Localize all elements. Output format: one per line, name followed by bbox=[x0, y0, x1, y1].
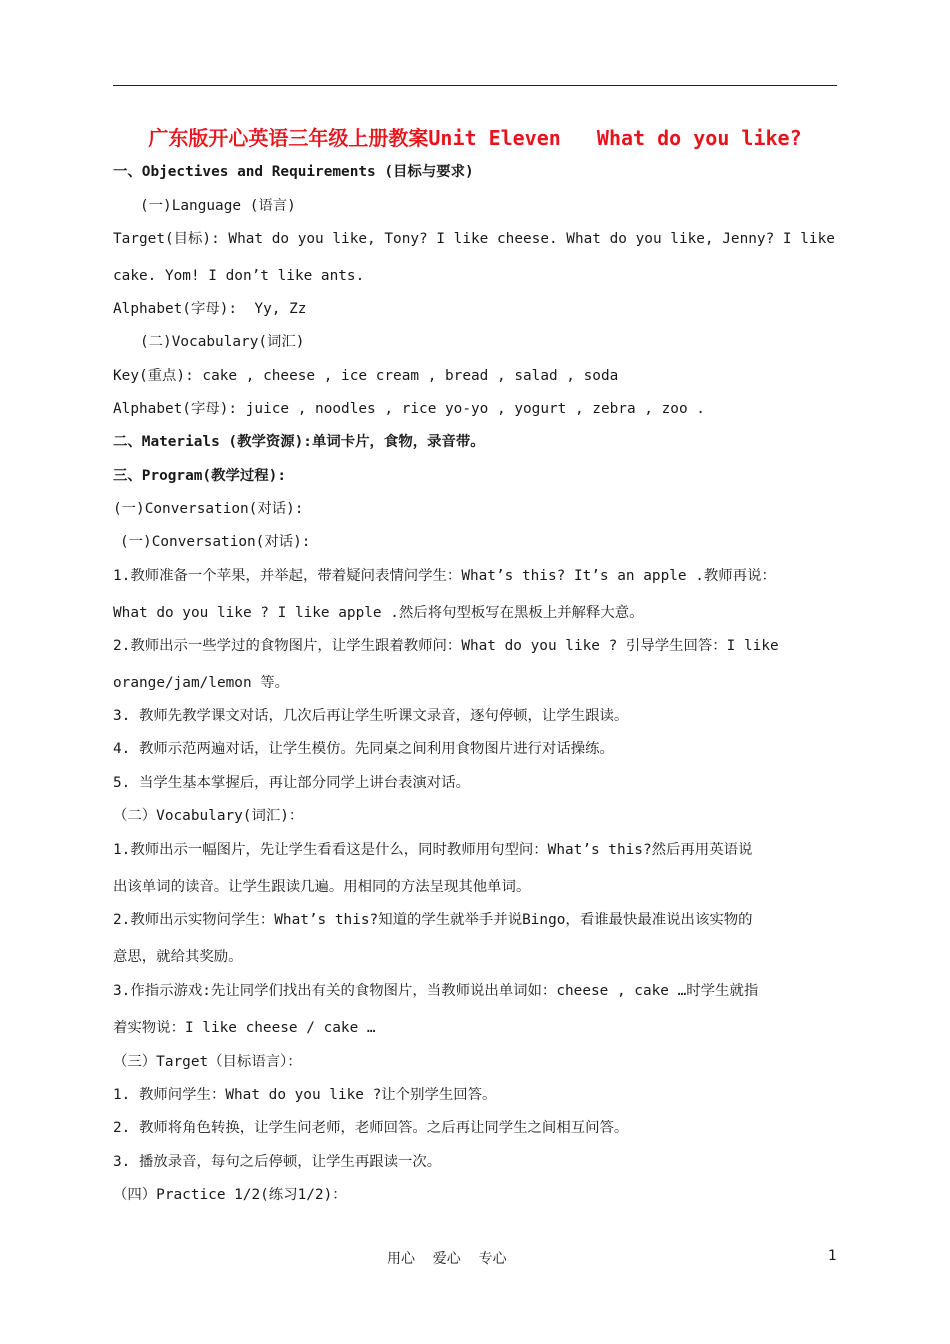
paragraph-line: 着实物说：I like cheese / cake … bbox=[113, 1020, 376, 1036]
paragraph-line: 3.作指示游戏:先让同学们找出有关的食物图片，当教师说出单词如：cheese , cake …时学生就指 bbox=[113, 983, 759, 999]
subsection-vocabulary-2: （二）Vocabulary(词汇)： bbox=[113, 808, 304, 824]
header-rule bbox=[113, 85, 837, 86]
paragraph-line: 4. 教师示范两遍对话，让学生模仿。先同桌之间利用食物图片进行对话操练。 bbox=[113, 741, 614, 757]
paragraph-line: cake. Yom! I don’t like ants. bbox=[113, 268, 365, 284]
section-heading-materials: 二、Materials (教学资源):单词卡片，食物，录音带。 bbox=[113, 434, 485, 450]
paragraph-line: 2.教师出示实物问学生：What’s this?知道的学生就举手并说Bingo，看谁最快最准说出该实物的 bbox=[113, 912, 753, 928]
subsection-practice: （四）Practice 1/2(练习1/2)： bbox=[113, 1187, 347, 1203]
subsection-target: （三）Target（目标语言）： bbox=[113, 1054, 302, 1070]
paragraph-line: Alphabet(字母): Yy, Zz bbox=[113, 301, 307, 317]
paragraph-line: 3. 教师先教学课文对话，几次后再让学生听课文录音，逐句停顿，让学生跟读。 bbox=[113, 708, 629, 724]
paragraph-line: What do you like ? I like apple .然后将句型板写在黑板上并解释大意。 bbox=[113, 605, 644, 621]
subsection-language: (一)Language (语言) bbox=[140, 198, 296, 214]
paragraph-line: Target(目标): What do you like, Tony? I like cheese. What do you like, Jenny? I like bbox=[113, 231, 835, 247]
paragraph-line: 意思，就给其奖励。 bbox=[113, 949, 243, 965]
subsection-conversation: (一)Conversation(对话): bbox=[120, 534, 311, 550]
section-heading-objectives: 一、Objectives and Requirements (目标与要求) bbox=[113, 164, 474, 180]
paragraph-line: 1.教师出示一幅图片，先让学生看看这是什么，同时教师用句型问：What’s this?然后再用英语说 bbox=[113, 842, 753, 858]
section-heading-program: 三、Program(教学过程): bbox=[113, 468, 286, 484]
paragraph-line: 2. 教师将角色转换，让学生问老师，老师回答。之后再让同学生之间相互问答。 bbox=[113, 1120, 629, 1136]
footer-motto: 用心 爱心 专心 bbox=[387, 1251, 507, 1267]
paragraph-line: 2.教师出示一些学过的食物图片，让学生跟着教师问：What do you like ? 引导学生回答：I like bbox=[113, 638, 779, 654]
paragraph-line: Key(重点): cake , cheese , ice cream , bread , salad , soda bbox=[113, 368, 619, 384]
subsection-vocabulary: (二)Vocabulary(词汇) bbox=[140, 334, 305, 350]
paragraph-line: 5. 当学生基本掌握后，再让部分同学上讲台表演对话。 bbox=[113, 775, 470, 791]
paragraph-line: Alphabet(字母): juice , noodles , rice yo-yo , yogurt , zebra , zoo . bbox=[113, 401, 705, 417]
paragraph-line: 1.教师准备一个苹果，并举起，带着疑问表情问学生：What’s this? It’s an apple .教师再说： bbox=[113, 568, 776, 584]
paragraph-line: 3. 播放录音，每句之后停顿，让学生再跟读一次。 bbox=[113, 1154, 442, 1170]
page-number: 1 bbox=[828, 1248, 837, 1264]
paragraph-line: 出该单词的读音。让学生跟读几遍。用相同的方法呈现其他单词。 bbox=[113, 879, 531, 895]
paragraph-line: 1. 教师问学生：What do you like ?让个别学生回答。 bbox=[113, 1087, 497, 1103]
document-title: 广东版开心英语三年级上册教案Unit Eleven What do you like? bbox=[148, 126, 802, 150]
paragraph-line: orange/jam/lemon 等。 bbox=[113, 675, 290, 691]
subsection-conversation: (一)Conversation(对话): bbox=[113, 501, 304, 517]
